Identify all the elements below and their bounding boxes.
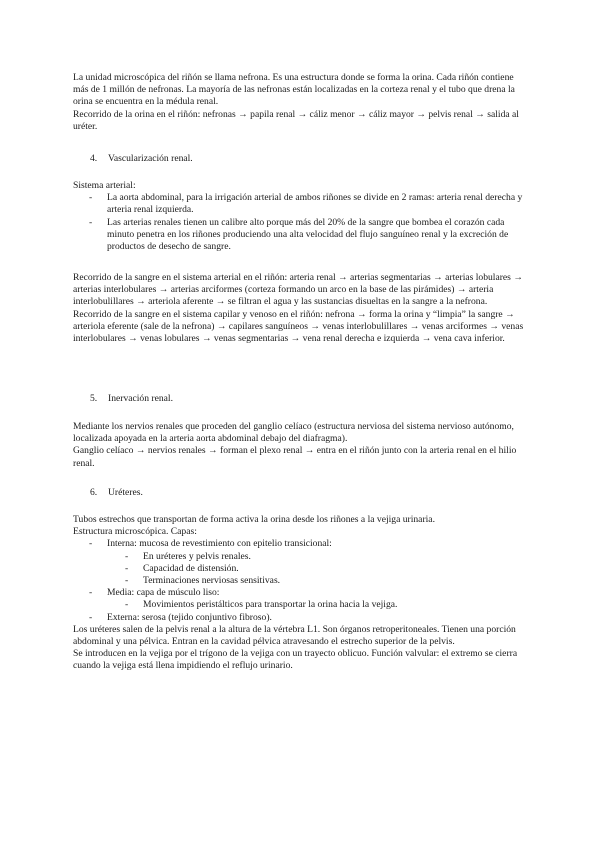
capa-interna-item: - Capacidad de distensión. (107, 563, 531, 575)
section-5-body (73, 421, 531, 470)
recorrido-venoso: Recorrido de la sangre en el sistema capilar y venoso en el riñón: nefrona → forma la orina y “limpia” la sangre → arteriola eferente (sale de la nefrona) → capilares sanguíneos → venas interlobulillares → venas arciformes → venas interlobulares → venas lobulares → venas segmentarias → vena renal derecha e izquierda → vena cava inferior. (73, 308, 524, 345)
section-5-recorrido: Ganglio celíaco → nervios renales → forman el plexo renal → entra en el riñón junto con la arteria renal en el hilio renal. (73, 445, 517, 469)
capa-interna-label: Interna: mucosa de revestimiento con epitelio transicional: (107, 538, 332, 550)
capa-interna-item: - En uréteres y pelvis renales. (107, 551, 531, 563)
intro-paragraph: La unidad microscópica del riñón se llama nefrona. Es una estructura donde se forma la orina. Cada riñón contiene más de 1 millón de nefronas. La mayoría de las nefronas están localizadas en la corteza renal y el tubo que drena la orina se encuentra en la médula renal. (73, 72, 515, 108)
capa-interna-item: - Terminaciones nerviosas sensitivas. (107, 575, 531, 587)
section-5-paragraph: Mediante los nervios renales que proceden del ganglio celíaco (estructura nerviosa del sistema nervioso autónomo, localizada apoyada en la arteria aorta abdominal debajo del diafragma). (73, 421, 514, 445)
capa-media-item: - Movimientos peristálticos para transportar la orina hacia la vejiga. (107, 599, 531, 611)
arterial-bullet-list (73, 192, 531, 253)
intro-block (73, 72, 531, 133)
capas-list (73, 538, 531, 623)
section-4-body (73, 180, 531, 253)
section-6-number: 6. (90, 487, 98, 498)
section-6-title: Uréteres. (108, 487, 143, 498)
section-4-number: 4. (90, 153, 98, 164)
capa-externa: - Externa: serosa (tejido conjuntivo fibroso). (73, 612, 531, 624)
capa-media (73, 587, 531, 611)
section-4-title: Vascularización renal. (108, 153, 193, 164)
intro-recorrido: Recorrido de la orina en el riñón: nefronas → papila renal → cáliz menor → cáliz mayor → pelvis renal → salida al uréter. (73, 108, 519, 132)
section-6-body (73, 514, 531, 673)
section-6-intro: Tubos estrechos que transportan de forma activa la orina desde los riñones a la vejiga urinaria. (73, 514, 435, 525)
section-5-heading (90, 393, 173, 405)
section-4-heading (90, 153, 193, 165)
arterial-bullet: - Las arterias renales tienen un calibre alto porque más del 20% de la sangre que bombea el corazón cada minuto penetra en los riñones produciendo una alta velocidad del flujo sanguíneo renal y la excreción de productos de desecho de sangre. (73, 217, 531, 254)
section-4-recorridos (73, 272, 531, 345)
capa-interna (73, 538, 531, 587)
section-6-paragraph-1: Los uréteres salen de la pelvis renal a la altura de la vértebra L1. Son órganos retroperitoneales. Tienen una porción abdominal y una pélvica. Entran en la cavidad pélvica atravesando el estrecho superior de la pelvis. (73, 623, 516, 648)
section-6-heading (90, 487, 143, 499)
capa-interna-sublist (107, 551, 531, 588)
capa-media-sublist (107, 599, 531, 611)
section-6-paragraph-2: Se introducen en la vejiga por el trígono de la vejiga con un trayecto oblicuo. Función valvular: el extremo se cierra cuando la vejiga está llena impidiendo el reflujo urinario. (73, 648, 518, 672)
arterial-bullet: - La aorta abdominal, para la irrigación arterial de ambos riñones se divide en 2 ramas: arteria renal derecha y arteria renal izquierda. (73, 192, 531, 216)
section-5-title: Inervación renal. (108, 393, 173, 404)
capa-media-label: Media: capa de músculo liso: (107, 587, 220, 599)
section-5-number: 5. (90, 393, 98, 404)
section-6-estructura: Estructura microscópica. Capas: (73, 526, 197, 538)
recorrido-arterial: Recorrido de la sangre en el sistema arterial en el riñón: arteria renal → arterias segmentarias → arterias lobulares → arterias interlobulares → arterias arciformes (corteza formando un arco en la base de las pirámides) → arteria interlobulillares → arteriola aferente → se filtran el agua y las sustancias disueltas en la sangre a la nefrona. (73, 272, 523, 308)
section-4-subtitle: Sistema arterial: (73, 180, 136, 191)
